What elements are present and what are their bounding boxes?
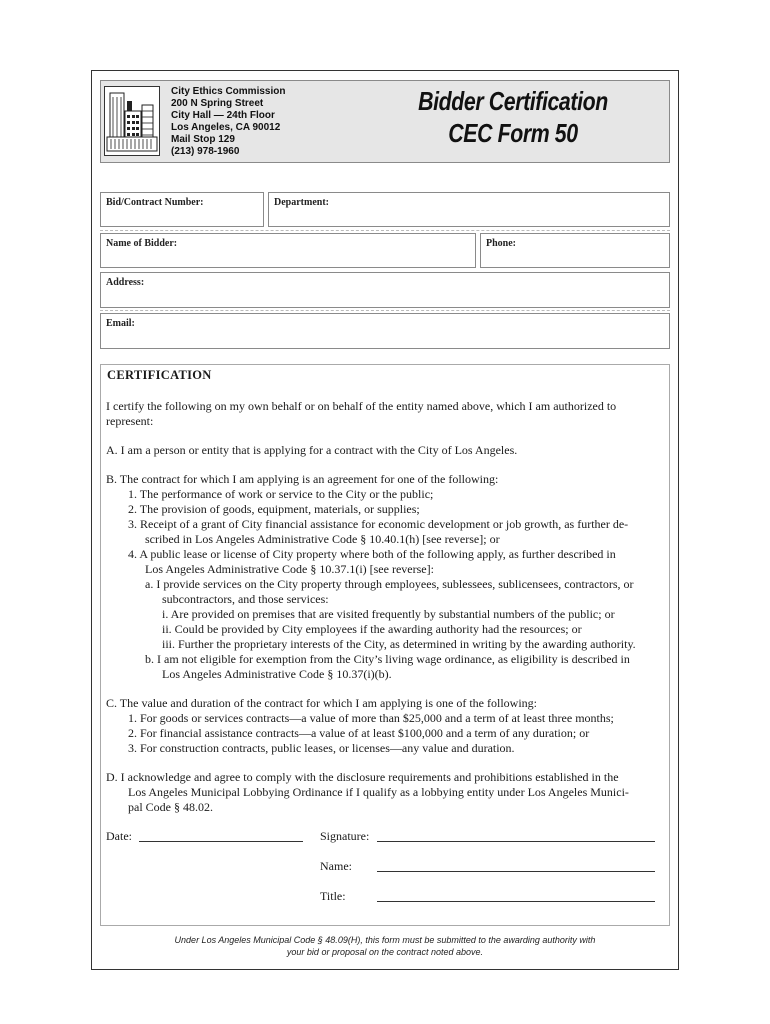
phone-number: (213) 978-1960 xyxy=(171,146,240,157)
item-b-4-cont: Los Angeles Administrative Code § 10.37.1(i) [see reverse]: xyxy=(145,562,434,576)
item-b-4-b: b. I am not eligible for exemption from the City’s living wage ordinance, as eligibility is described in xyxy=(145,652,630,666)
item-b-4-a-ii: ii. Could be provided by City employees if the awarding authority had the resources; or xyxy=(162,622,582,636)
item-d: D. I acknowledge and agree to comply with the disclosure requirements and prohibitions established in the xyxy=(106,770,619,784)
commission-address xyxy=(171,86,285,158)
item-d-cont: Los Angeles Municipal Lobbying Ordinance if I qualify as a lobbying entity under Los Angeles Munici- xyxy=(128,785,629,799)
floor: City Hall — 24th Floor xyxy=(171,110,275,121)
divider xyxy=(100,230,670,231)
bid-number-field[interactable] xyxy=(100,192,264,227)
item-c: C. The value and duration of the contract for which I am applying is one of the following: xyxy=(106,696,537,710)
title-label: Title: xyxy=(320,889,346,903)
city-state-zip: Los Angeles, CA 90012 xyxy=(171,122,281,133)
item-b-4-a: a. I provide services on the City property through employees, sublessees, sublicensees, contractors, or xyxy=(145,577,634,591)
email-label: Email: xyxy=(106,318,135,329)
phone-field[interactable] xyxy=(480,233,670,268)
address-field[interactable] xyxy=(100,272,670,308)
street-address: 200 N Spring Street xyxy=(171,98,264,109)
footer-note xyxy=(100,934,670,958)
bidder-name-field[interactable] xyxy=(100,233,476,268)
form-title-line2: CEC Form 50 xyxy=(448,118,578,148)
item-b-4-a-cont: subcontractors, and those services: xyxy=(162,592,329,606)
footer-line: Under Los Angeles Municipal Code § 48.09(H), this form must be submitted to the awarding authority with xyxy=(174,935,596,945)
intro-line: I certify the following on my own behalf or on behalf of the entity named above, which I am authorized to xyxy=(106,399,617,413)
city-hall-logo-icon xyxy=(104,86,160,156)
signature-label: Signature: xyxy=(320,829,370,843)
item-b-4-b-cont: Los Angeles Administrative Code § 10.37(i)(b). xyxy=(162,667,392,681)
item-b-2: 2. The provision of goods, equipment, materials, or supplies; xyxy=(128,502,420,516)
phone-label: Phone: xyxy=(486,238,516,249)
item-c-2: 2. For financial assistance contracts—a value of at least $100,000 and a term of any duration; or xyxy=(128,726,590,740)
title-line[interactable] xyxy=(377,901,655,902)
item-a: A. I am a person or entity that is applying for a contract with the City of Los Angeles. xyxy=(106,443,518,457)
footer-line: your bid or proposal on the contract noted above. xyxy=(286,947,484,957)
item-b-4-a-iii: iii. Further the proprietary interests of the City, as determined in writing by the awarding authority. xyxy=(162,637,636,651)
item-b-4: 4. A public lease or license of City property where both of the following apply, as further described in xyxy=(128,547,616,561)
item-c-1: 1. For goods or services contracts—a value of more than $25,000 and a term of at least three months; xyxy=(128,711,614,725)
org-name: City Ethics Commission xyxy=(171,86,286,97)
item-b-4-a-i: i. Are provided on premises that are visited frequently by substantial numbers of the public; or xyxy=(162,607,615,621)
department-label: Department: xyxy=(274,197,329,208)
item-b-3: 3. Receipt of a grant of City financial assistance for economic development or job growth, as further de- xyxy=(128,517,629,531)
certification-heading: CERTIFICATION xyxy=(107,368,212,382)
address-label: Address: xyxy=(106,277,145,288)
date-line[interactable] xyxy=(139,841,303,842)
bid-number-label: Bid/Contract Number: xyxy=(106,197,204,208)
item-b-1: 1. The performance of work or service to the City or the public; xyxy=(128,487,434,501)
item-b-3-cont: scribed in Los Angeles Administrative Code § 10.40.1(h) [see reverse]; or xyxy=(145,532,500,546)
name-label: Name: xyxy=(320,859,352,873)
department-field[interactable] xyxy=(268,192,670,227)
item-c-3: 3. For construction contracts, public leases, or licenses—any value and duration. xyxy=(128,741,515,755)
name-line[interactable] xyxy=(377,871,655,872)
intro-line: represent: xyxy=(106,414,154,428)
form-title-line1: Bidder Certification xyxy=(418,86,608,116)
bidder-name-label: Name of Bidder: xyxy=(106,238,178,249)
email-field[interactable] xyxy=(100,313,670,349)
signature-line[interactable] xyxy=(377,841,655,842)
date-label: Date: xyxy=(106,829,132,843)
item-d-cont: pal Code § 48.02. xyxy=(128,800,213,814)
divider xyxy=(100,310,670,311)
form-title xyxy=(383,86,643,148)
item-b: B. The contract for which I am applying is an agreement for one of the following: xyxy=(106,472,499,486)
mail-stop: Mail Stop 129 xyxy=(171,134,235,145)
